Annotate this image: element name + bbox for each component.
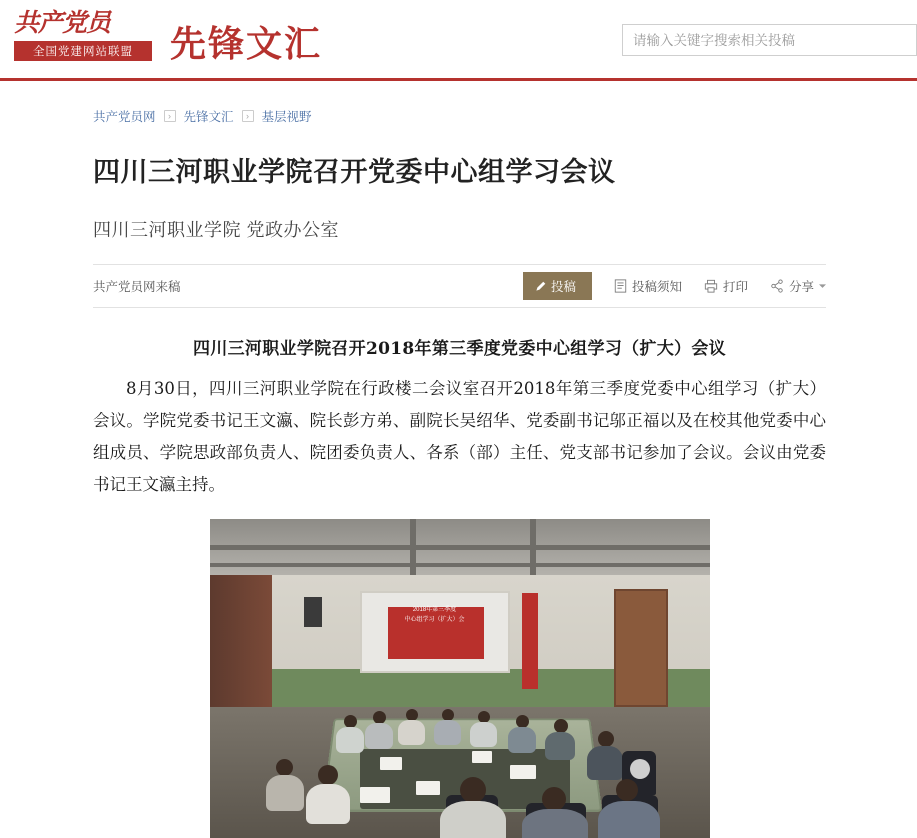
article-meta-bar xyxy=(93,264,826,308)
site-header xyxy=(0,0,917,81)
page-title: 四川三河职业学院召开党委中心组学习会议 xyxy=(93,157,616,187)
logo-alliance-bar: 全国党建网站联盟 xyxy=(14,41,152,61)
printer-icon xyxy=(704,279,718,293)
article-photo-wrap xyxy=(93,519,826,838)
contribute-button-label: 投稿 xyxy=(550,280,576,295)
submission-notice-label: 投稿须知 xyxy=(631,280,682,295)
article-body-paragraph: 8月30日，四川三河职业学院在行政楼二会议室召开2018年第三季度党委中心组学习（扩大）会议。学院党委书记王文瀛、院长彭方弟、副院长吴绍华、党委副书记邬正福以及在校其他党委中心组成员、学院思政部负责人、院团委负责人、各系（部）主任、党支部书记参加了会议。会议由党委书记王文瀛主持。 xyxy=(93,379,826,495)
site-logo[interactable] xyxy=(14,8,154,61)
search-box[interactable] xyxy=(622,24,917,56)
share-icon xyxy=(770,279,784,293)
share-button[interactable] xyxy=(770,277,826,295)
article-author: 四川三河职业学院 党政办公室 xyxy=(93,220,339,241)
breadcrumb-item-1[interactable]: 先锋文汇 xyxy=(183,110,234,124)
content-wrap xyxy=(91,81,826,838)
submission-notice-button[interactable] xyxy=(614,277,682,295)
chevron-right-icon: › xyxy=(242,110,254,122)
print-label: 打印 xyxy=(722,280,748,295)
meeting-photo xyxy=(210,519,710,838)
article-actions xyxy=(523,272,826,300)
article-source: 共产党员网来稿 xyxy=(93,280,181,295)
breadcrumb-item-2[interactable]: 基层视野 xyxy=(261,110,312,124)
article-body-heading: 四川三河职业学院召开2018年第三季度党委中心组学习（扩大）会议 xyxy=(193,339,726,360)
logo-script-text: 共产党员 xyxy=(14,8,111,37)
projection-text: 2018年第三季度 中心组学习（扩大）会 xyxy=(404,607,465,624)
print-button[interactable] xyxy=(704,277,748,295)
search-input[interactable] xyxy=(623,25,916,55)
chevron-right-icon: › xyxy=(164,110,176,122)
share-label: 分享 xyxy=(788,280,814,295)
contribute-button[interactable] xyxy=(523,272,592,300)
document-icon xyxy=(614,279,627,293)
breadcrumb-item-0[interactable]: 共产党员网 xyxy=(93,110,156,124)
breadcrumb xyxy=(93,81,826,133)
brand-title: 先锋文汇 xyxy=(170,23,323,65)
chevron-down-icon xyxy=(819,284,826,289)
pencil-icon xyxy=(535,281,546,292)
